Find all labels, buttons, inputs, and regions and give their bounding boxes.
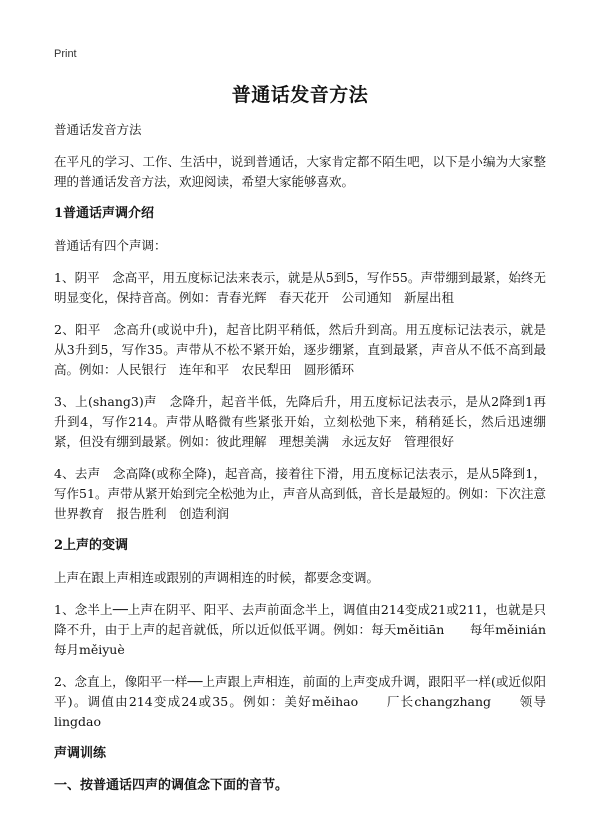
section-heading-third-tone: 2上声的变调 — [54, 538, 129, 553]
training-subheading: 一、按普通话四声的调值念下面的音节。 — [54, 778, 289, 793]
subtitle: 普通话发音方法 — [54, 122, 142, 137]
tone-item: 2、阳平 念高升(或说中升)，起音比阴平稍低，然后升到高。用五度标记法表示，就是从3升到5，写作35。声带从不松不紧开始，逐步绷紧，直到最紧，声音从不低不高到最高。例如：人民银行 连年和平 农民犁田 圆形循环 — [54, 322, 546, 377]
document-body — [54, 120, 572, 808]
print-label[interactable]: Print — [54, 48, 77, 60]
third-tone-item: 1、念半上──上声在阴平、阳平、去声前面念半上，调值由214变成21或211，也就是只降不升，由于上声的起音就低，所以近似低平调。例如：每天měitiān 每年měinián 每月měiyuè — [54, 602, 572, 657]
tones-lead: 普通话有四个声调： — [54, 238, 167, 253]
tone-item: 4、去声 念高降(或称全降)，起音高，接着往下滑，用五度标记法表示，是从5降到1，写作51。声带从紧开始到完全松弛为止，声音从高到低，音长是最短的。例如：下次注意 世界教育 报告胜利 创造利润 — [54, 466, 559, 521]
tone-item: 1、阴平 念高平，用五度标记法来表示，就是从5到5，写作55。声带绷到最紧，始终无明显变化，保持音高。例如：青春光辉 春天花开 公司通知 新屋出租 — [54, 270, 546, 305]
section-heading-training: 声调训练 — [54, 746, 107, 761]
page-title: 普通话发音方法 — [231, 84, 369, 106]
tone-item: 3、上(shang3)声 念降升，起音半低，先降后升，用五度标记法表示，是从2降到1再升到4，写作214。声带从略微有些紧张开始，立刻松弛下来，稍稍延长，然后迅速绷紧，但没有绷到最紧。例如：彼此理解 理想美满 永远友好 管理很好 — [54, 394, 546, 449]
third-tone-lead: 上声在跟上声相连或跟别的声调相连的时候，都要念变调。 — [54, 570, 380, 585]
intro-paragraph: 在平凡的学习、工作、生活中，说到普通话，大家肯定都不陌生吧，以下是小编为大家整理的普通话发音方法，欢迎阅读，希望大家能够喜欢。 — [54, 154, 546, 189]
section-heading-tones: 1普通话声调介绍 — [54, 206, 155, 221]
third-tone-item: 2、念直上，像阳平一样──上声跟上声相连，前面的上声变成升调，跟阳平一样(或近似阳平)。调值由214变成24或35。例如：美好měihao 厂长changzhang 领导lingdao — [54, 674, 546, 729]
